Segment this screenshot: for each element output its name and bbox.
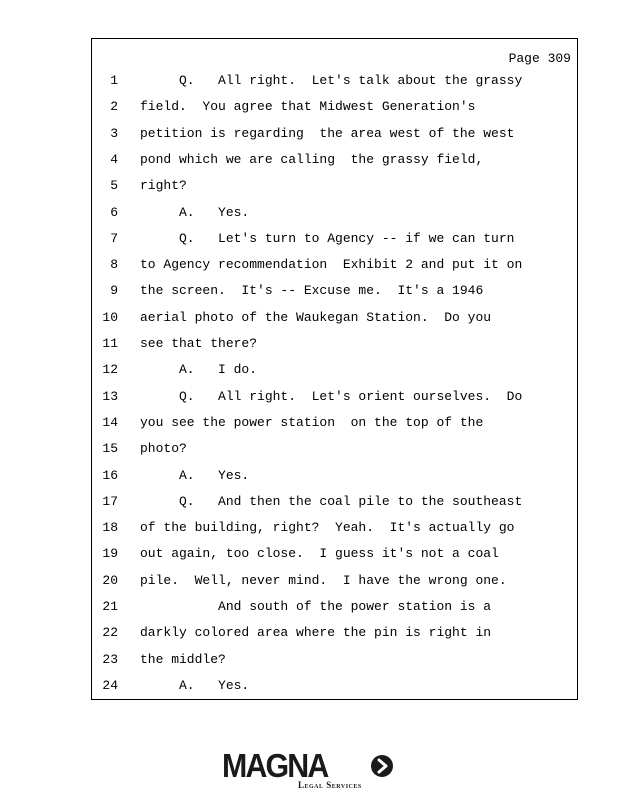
line-number: 23 [102, 651, 118, 667]
line-number: 19 [102, 546, 118, 562]
line-text: field. You agree that Midwest Generation's [140, 99, 476, 115]
line-number: 9 [110, 283, 118, 299]
line-text: petition is regarding the area west of the west [140, 125, 515, 141]
line-number: 5 [110, 178, 118, 194]
line-text: see that there? [140, 336, 258, 351]
line-number: 11 [102, 336, 118, 351]
magna-logo [222, 748, 397, 792]
line-number: 1 [110, 73, 118, 88]
line-number: 16 [102, 467, 118, 483]
line-text: Q. All right. Let's talk about the grassy [140, 73, 523, 88]
line-text: A. I do. [140, 362, 258, 378]
line-number: 18 [102, 520, 118, 536]
line-text: aerial photo of the Waukegan Station. Do you [140, 309, 492, 325]
logo-subtitle: Legal Services [298, 780, 362, 790]
line-number: 6 [110, 204, 118, 220]
line-text: photo? [140, 441, 187, 457]
line-text: out again, too close. I guess it's not a coal [140, 546, 499, 562]
line-number: 14 [102, 414, 118, 430]
line-text: A. Yes. [140, 677, 250, 693]
line-number: 3 [110, 125, 118, 141]
line-number: 21 [102, 599, 118, 614]
line-text: right? [140, 178, 187, 194]
line-text: darkly colored area where the pin is right in [140, 625, 492, 641]
transcript-page [91, 38, 578, 700]
line-number: 4 [110, 151, 118, 167]
line-text: And south of the power station is a [140, 599, 492, 614]
line-number: 22 [102, 625, 118, 641]
line-text: Q. Let's turn to Agency -- if we can turn [140, 230, 515, 246]
line-text: to Agency recommendation Exhibit 2 and put it on [140, 257, 523, 273]
line-text: A. Yes. [140, 204, 250, 220]
line-text: the middle? [140, 651, 226, 667]
circle-arrow-right-icon [370, 754, 394, 778]
line-text: pile. Well, never mind. I have the wrong one. [140, 572, 507, 588]
line-number: 10 [102, 309, 118, 325]
line-text: pond which we are calling the grassy field, [140, 151, 484, 167]
line-text: of the building, right? Yeah. It's actually go [140, 520, 515, 536]
line-number: 20 [102, 572, 118, 588]
logo-wordmark: MAGNA [222, 747, 328, 784]
line-number: 13 [102, 388, 118, 404]
line-text: the screen. It's -- Excuse me. It's a 1946 [140, 283, 484, 299]
line-number: 8 [110, 257, 118, 273]
line-text: Q. And then the coal pile to the southeast [140, 493, 523, 509]
line-number: 15 [102, 441, 118, 457]
page-number: Page 309 [508, 51, 571, 66]
line-text: Q. All right. Let's orient ourselves. Do [140, 388, 523, 404]
line-number: 12 [102, 362, 118, 378]
line-number: 24 [102, 677, 118, 693]
line-text: you see the power station on the top of the [140, 414, 484, 430]
line-number: 7 [110, 230, 118, 246]
line-number: 17 [102, 493, 118, 509]
line-number: 2 [110, 99, 118, 115]
line-text: A. Yes. [140, 467, 250, 483]
